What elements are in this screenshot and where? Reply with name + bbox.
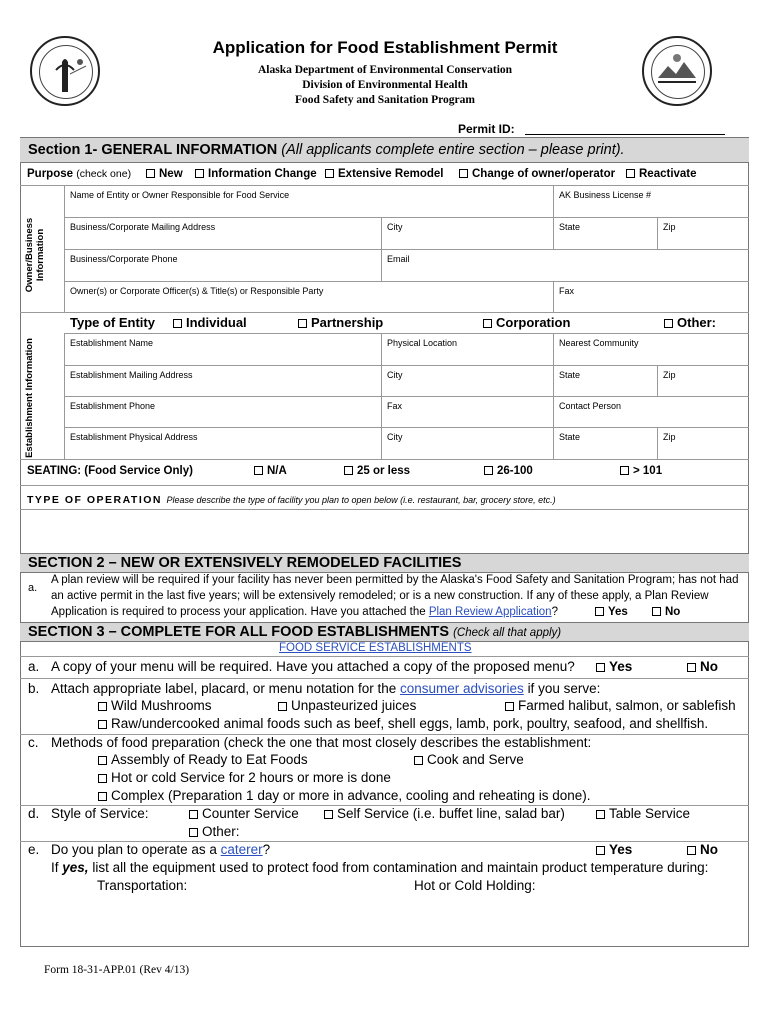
section2-a-letter: a. xyxy=(28,582,38,594)
purpose-row xyxy=(27,168,131,180)
section3-header xyxy=(20,622,749,642)
section2-a-line3: Application is required to process your application. Have you attached the Plan Review Application? xyxy=(51,606,558,618)
est-city-field[interactable]: City xyxy=(387,370,403,380)
purpose-reactivate[interactable]: Reactivate xyxy=(626,168,697,180)
seating-label: SEATING: (Food Service Only) xyxy=(27,465,193,477)
section3-subtitle: (Check all that apply) xyxy=(453,627,562,639)
s3-d-table[interactable]: Table Service xyxy=(596,806,690,821)
s3-e-line2: If yes, list all the equipment used to protect food from contamination and maintain product temperature during: xyxy=(51,860,709,875)
officers-field[interactable]: Owner(s) or Corporate Officer(s) & Title(s) or Responsible Party xyxy=(70,286,324,296)
state-seal xyxy=(642,36,712,106)
purpose-extensive-remodel[interactable]: Extensive Remodel xyxy=(325,168,443,180)
purpose-info-change[interactable]: Information Change xyxy=(195,168,317,180)
owner-city-field[interactable]: City xyxy=(387,222,403,232)
plan-review-link[interactable]: Plan Review Application xyxy=(428,606,552,618)
s3-e-no[interactable]: No xyxy=(687,842,718,857)
purpose-label: Purpose xyxy=(27,168,74,180)
s3-e-text: Do you plan to operate as a caterer? xyxy=(51,842,271,857)
section2-no[interactable]: No xyxy=(652,606,680,618)
state-seal-art xyxy=(644,38,710,104)
transportation-field[interactable]: Transportation: xyxy=(97,878,188,893)
owner-zip-field[interactable]: Zip xyxy=(663,222,676,232)
seating-26-100[interactable]: 26-100 xyxy=(484,465,533,477)
est-physical-address-field[interactable]: Establishment Physical Address xyxy=(70,432,198,442)
est-fax-field[interactable]: Fax xyxy=(387,401,403,411)
business-phone-field[interactable]: Business/Corporate Phone xyxy=(70,254,178,264)
s3-b-wild-mushrooms[interactable]: Wild Mushrooms xyxy=(98,698,212,713)
s3-c-hot-cold[interactable]: Hot or cold Service for 2 hours or more is done xyxy=(98,770,391,785)
s3-c-complex[interactable]: Complex (Preparation 1 day or more in advance, cooling and reheating is done). xyxy=(98,788,591,803)
section1-subtitle: (All applicants complete entire section – please print). xyxy=(281,142,625,158)
entity-corporation[interactable]: Corporation xyxy=(483,315,570,330)
s3-a-yes[interactable]: Yes xyxy=(596,659,632,674)
s3-b-letter: b. xyxy=(28,681,40,696)
section2-a-line2: an active permit in the last five years; will be extensively remodeled; or is a new construction. If any of these apply, a Plan Review xyxy=(51,590,709,602)
s3-c-cook-serve[interactable]: Cook and Serve xyxy=(414,752,524,767)
section2-a-line1: A plan review will be required if your facility has never been permitted by the Alaska's Food Safety and Sanitation Program; has not had xyxy=(51,574,739,586)
s3-d-counter[interactable]: Counter Service xyxy=(189,806,299,821)
owner-state-field[interactable]: State xyxy=(559,222,581,232)
section1-title: Section 1- GENERAL INFORMATION xyxy=(28,142,278,158)
page-title: Application for Food Establishment Permit xyxy=(212,38,558,57)
mailing-address-field[interactable]: Business/Corporate Mailing Address xyxy=(70,222,216,232)
nearest-community-field[interactable]: Nearest Community xyxy=(559,338,639,348)
entity-other[interactable]: Other: xyxy=(664,315,716,330)
contact-person-field[interactable]: Contact Person xyxy=(559,401,622,411)
consumer-advisories-link[interactable]: consumer advisories xyxy=(399,681,524,696)
seating-25-or-less[interactable]: 25 or less xyxy=(344,465,410,477)
seating-101-plus[interactable]: > 101 xyxy=(620,465,662,477)
business-license-field[interactable]: AK Business License # xyxy=(559,190,652,200)
type-op-field[interactable] xyxy=(21,510,748,553)
entity-type-label: Type of Entity xyxy=(70,315,155,330)
purpose-new[interactable]: New xyxy=(146,168,183,180)
s3-a-text: A copy of your menu will be required. Have you attached a copy of the proposed menu? xyxy=(51,659,575,674)
section1-header xyxy=(20,137,749,163)
physical-location-field[interactable]: Physical Location xyxy=(387,338,458,348)
s3-b-text: Attach appropriate label, placard, or menu notation for the consumer advisories if you serve: xyxy=(51,681,601,696)
s3-c-letter: c. xyxy=(28,735,39,750)
purpose-hint: (check one) xyxy=(76,168,132,180)
est-name-field[interactable]: Establishment Name xyxy=(70,338,154,348)
owner-side-label: Owner/Business Information xyxy=(24,217,46,293)
s3-a-letter: a. xyxy=(28,659,40,674)
s3-d-letter: d. xyxy=(28,806,40,821)
holding-field[interactable]: Hot or Cold Holding: xyxy=(414,878,536,893)
s3-e-letter: e. xyxy=(28,842,40,857)
purpose-change-owner[interactable]: Change of owner/operator xyxy=(459,168,615,180)
section2-header xyxy=(20,553,749,573)
entity-individual[interactable]: Individual xyxy=(173,315,247,330)
section2-yes[interactable]: Yes xyxy=(595,606,628,618)
s3-b-farmed-fish[interactable]: Farmed halibut, salmon, or sablefish xyxy=(505,698,736,713)
food-service-establishments-link[interactable]: FOOD SERVICE ESTABLISHMENTS xyxy=(279,642,472,654)
est-state2-field[interactable]: State xyxy=(559,432,581,442)
entity-partnership[interactable]: Partnership xyxy=(298,315,383,330)
est-zip-field[interactable]: Zip xyxy=(663,370,676,380)
type-op-row xyxy=(27,490,556,508)
s3-d-text: Style of Service: xyxy=(51,806,149,821)
owner-fax-field[interactable]: Fax xyxy=(559,286,575,296)
seating-na[interactable]: N/A xyxy=(254,465,287,477)
est-state-field[interactable]: State xyxy=(559,370,581,380)
permit-id-field[interactable] xyxy=(525,134,725,135)
s3-d-other[interactable]: Other: xyxy=(189,824,240,839)
email-field[interactable]: Email xyxy=(387,254,410,264)
permit-id-label: Permit ID: xyxy=(458,122,515,136)
s3-a-no[interactable]: No xyxy=(687,659,718,674)
type-op-hint: Please describe the type of facility you plan to open below (i.e. restaurant, bar, grocery store, etc.) xyxy=(166,495,556,505)
s3-c-text: Methods of food preparation (check the one that most closely describes the establishment: xyxy=(51,735,592,750)
entity-name-field[interactable]: Name of Entity or Owner Responsible for Food Service xyxy=(70,190,290,200)
division-name: Division of Environmental Health xyxy=(302,79,468,91)
est-side-label: Establishment Information xyxy=(24,338,35,458)
section3-title: SECTION 3 – COMPLETE FOR ALL FOOD ESTABLISHMENTS xyxy=(28,624,450,640)
est-city2-field[interactable]: City xyxy=(387,432,403,442)
section2-title: SECTION 2 – NEW OR EXTENSIVELY REMODELED FACILITIES xyxy=(28,555,462,571)
program-name: Food Safety and Sanitation Program xyxy=(295,94,475,106)
type-op-label: TYPE OF OPERATION xyxy=(27,494,162,506)
est-zip2-field[interactable]: Zip xyxy=(663,432,676,442)
s3-c-assembly[interactable]: Assembly of Ready to Eat Foods xyxy=(98,752,308,767)
est-mailing-address-field[interactable]: Establishment Mailing Address xyxy=(70,370,193,380)
est-phone-field[interactable]: Establishment Phone xyxy=(70,401,156,411)
caterer-link[interactable]: caterer xyxy=(220,842,263,857)
s3-e-yes[interactable]: Yes xyxy=(596,842,632,857)
form-number: Form 18-31-APP.01 (Rev 4/13) xyxy=(44,964,190,976)
dept-name: Alaska Department of Environmental Conservation xyxy=(257,64,513,76)
s3-b-raw-foods[interactable]: Raw/undercooked animal foods such as beef, shell eggs, lamb, pork, poultry, seafood, and shellfish. xyxy=(98,716,708,731)
s3-d-self-service[interactable]: Self Service (i.e. buffet line, salad bar) xyxy=(324,806,565,821)
s3-b-unpasteurized-juices[interactable]: Unpasteurized juices xyxy=(278,698,416,713)
